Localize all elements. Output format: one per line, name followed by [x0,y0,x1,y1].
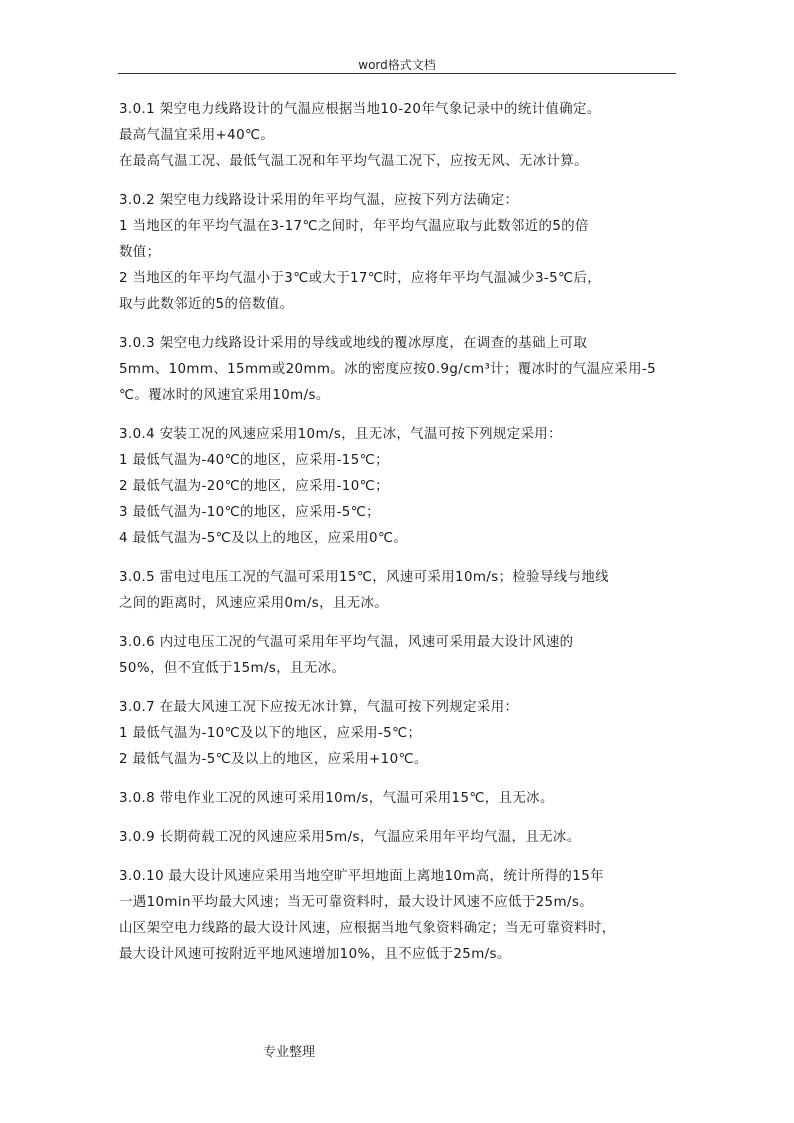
text-line: 之间的距离时，风速应采用0m/s，且无冰。 [119,596,389,611]
text-line: 数值； [119,245,161,260]
text-line: 3.0.2 架空电力线路设计采用的年平均气温，应按下列方法确定： [119,193,519,208]
text-line: 2 当地区的年平均气温小于3℃或大于17℃时，应将年平均气温减少3-5℃后， [119,271,602,286]
clause-paragraph [119,422,681,552]
clause-paragraph [119,825,681,851]
text-line: 3 最低气温为-10℃的地区，应采用-5℃； [119,505,380,520]
text-line: 1 最低气温为-10℃及以下的地区，应采用-5℃； [119,726,422,741]
text-line: 3.0.1 架空电力线路设计的气温应根据当地10-20年气象记录中的统计值确定。 [119,102,601,117]
text-line: 50%，但不宜低于15m/s，且无冰。 [119,661,346,676]
header-divider [118,73,676,74]
text-line: 3.0.4 安装工况的风速应采用10m/s，且无冰，气温可按下列规定采用： [119,427,562,442]
text-line: ℃。覆冰时的风速宜采用10m/s。 [119,388,330,403]
text-line: 3.0.10 最大设计风速应采用当地空旷平坦地面上离地10m高，统计所得的15年 [119,869,604,884]
text-line: 1 最低气温为-40℃的地区，应采用-15℃； [119,453,389,468]
clause-paragraph [119,695,681,773]
clause-paragraph [119,188,681,318]
clause-paragraph [119,97,681,175]
text-line: 最大设计风速可按附近平地风速增加10%，且不应低于25m/s。 [119,947,511,962]
text-line: 山区架空电力线路的最大设计风速，应根据当地气象资料确定；当无可靠资料时， [119,921,616,936]
text-line: 4 最低气温为-5℃及以上的地区，应采用0℃。 [119,531,408,546]
page-footer: 专业整理 [263,1045,316,1060]
clause-paragraph [119,786,681,812]
text-line: 1 当地区的年平均气温在3-17℃之间时，年平均气温应取与此数邻近的5的倍 [119,219,589,234]
text-line: 3.0.8 带电作业工况的风速可采用10m/s，气温可采用15℃，且无冰。 [119,791,554,806]
text-line: 3.0.3 架空电力线路设计采用的导线或地线的覆冰厚度，在调查的基础上可取 [119,336,588,351]
text-line: 3.0.6 内过电压工况的气温可采用年平均气温，风速可采用最大设计风速的 [119,635,574,650]
text-line: 2 最低气温为-5℃及以上的地区，应采用+10℃。 [119,752,428,767]
clause-paragraph [119,630,681,682]
clause-paragraph [119,331,681,409]
text-line: 5mm、10mm、15mm或20mm。冰的密度应按0.9g/cm³计；覆冰时的气温应采用-5 [119,362,657,377]
clause-paragraph [119,565,681,617]
text-line: 在最高气温工况、最低气温工况和年平均气温工况下，应按无风、无冰计算。 [119,154,588,169]
text-line: 3.0.7 在最大风速工况下应按无冰计算，气温可按下列规定采用： [119,700,519,715]
document-body [119,97,681,981]
text-line: 3.0.5 雷电过电压工况的气温可采用15℃，风速可采用10m/s；检验导线与地线 [119,570,609,585]
text-line: 一遇10min平均最大风速；当无可靠资料时，最大设计风速不应低于25m/s。 [119,895,593,910]
page-header: word格式文档 [358,58,436,72]
text-line: 3.0.9 长期荷载工况的风速应采用5m/s，气温应采用年平均气温，且无冰。 [119,830,581,845]
clause-paragraph [119,864,681,968]
text-line: 2 最低气温为-20℃的地区，应采用-10℃； [119,479,389,494]
text-line: 取与此数邻近的5的倍数值。 [119,297,294,312]
text-line: 最高气温宜采用+40℃。 [119,128,275,143]
